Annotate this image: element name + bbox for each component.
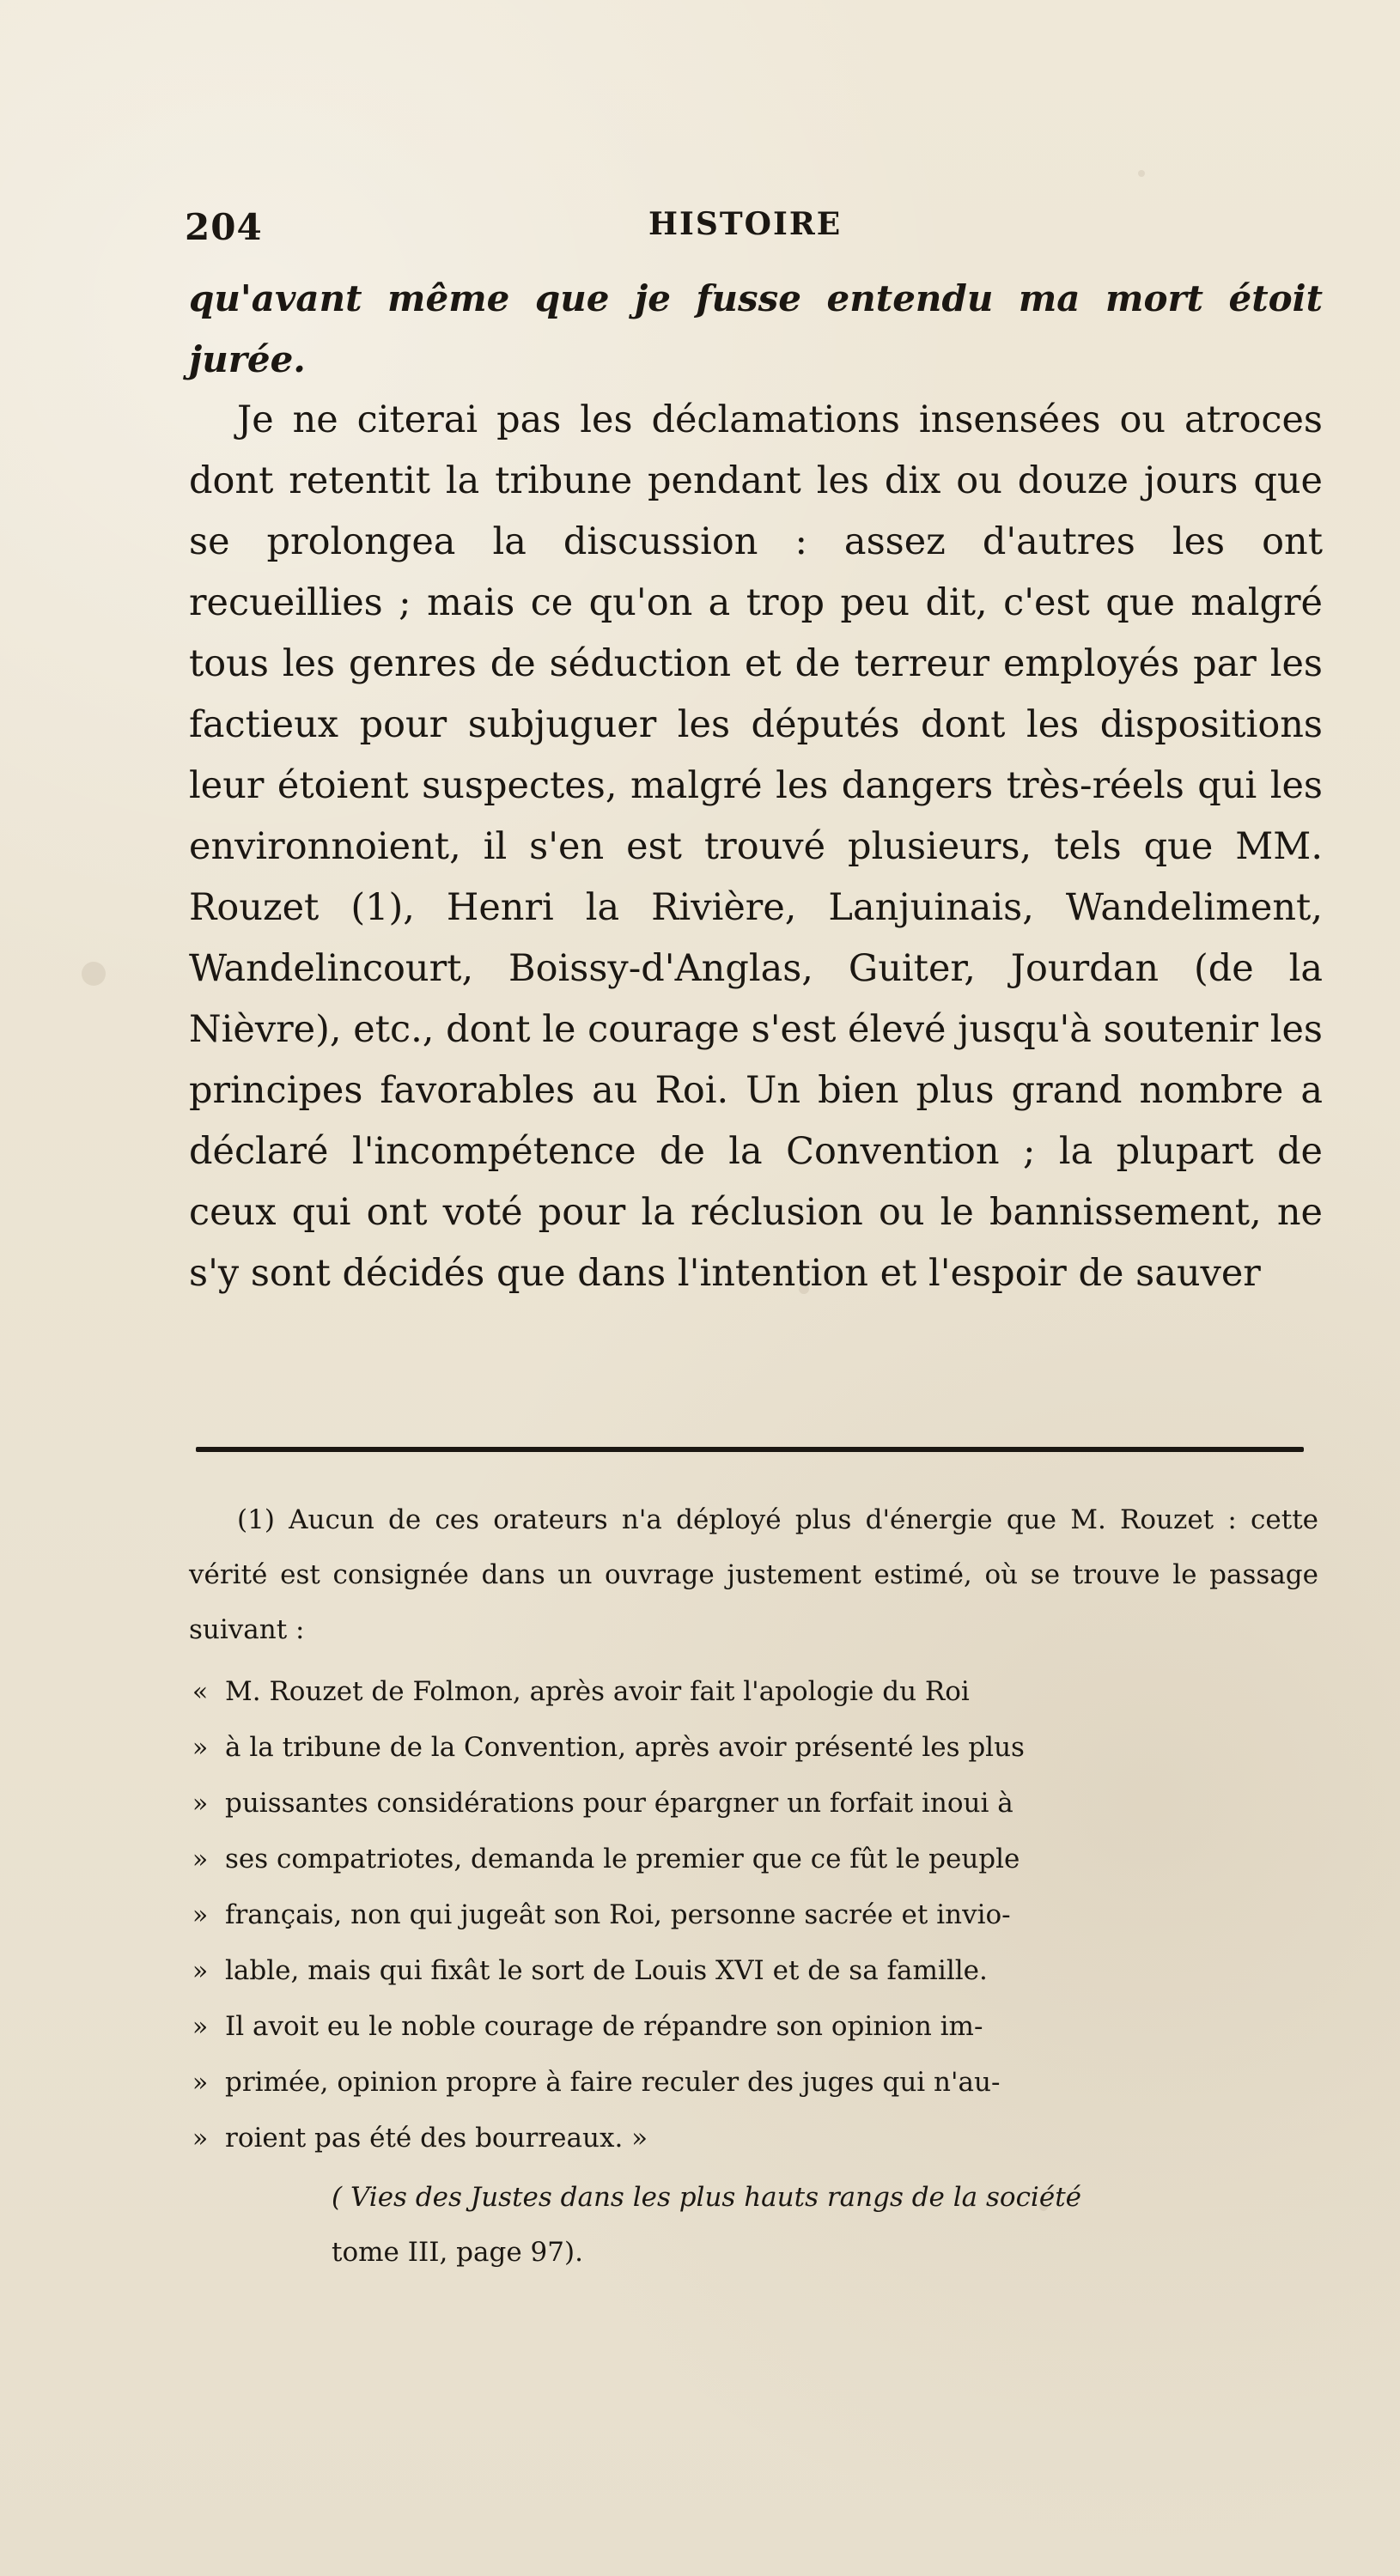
citation-tail: tome III, page 97). [332,2237,583,2268]
quote-text: roient pas été des bourreaux. » [225,2123,648,2154]
quote-text: primée, opinion propre à faire reculer des juges qui n'au- [225,2067,1001,2098]
quote-mark: » [192,2012,209,2042]
quote-line [189,2055,1318,2111]
quote-text: M. Rouzet de Folmon, après avoir fait l'apologie du Roi [225,1676,970,1707]
footnote-quote [189,1664,1318,2166]
quote-line [189,1943,1318,1999]
main-text [189,268,1323,1304]
quote-line [189,1999,1318,2055]
quote-text: ses compatriotes, demanda le premier que ce fût le peuple [225,1844,1020,1874]
paper-spot [1138,170,1145,177]
quote-mark: « [192,1677,209,1707]
quote-text: lable, mais qui fixât le sort de Louis XVI et de sa famille. [225,1955,988,1986]
quote-mark: » [192,2123,209,2154]
citation-title: ( Vies des Justes dans les plus hauts rangs de la société [332,2182,1081,2213]
quote-mark: » [192,1733,209,1763]
quote-line [189,1832,1318,1887]
quote-mark: » [192,1900,209,1930]
footnote-citation [189,2170,1318,2280]
footnote-intro: (1) Aucun de ces orateurs n'a déployé plus d'énergie que M. Rouzet : cette vérité est consignée dans un ouvrage justement estimé, où se trouve le passage suivant : [189,1504,1318,1645]
page-header [185,206,1336,258]
quote-mark: » [192,2068,209,2098]
quote-text: à la tribune de la Convention, après avoir présenté les plus [225,1732,1025,1763]
quote-line [189,1887,1318,1943]
quote-text: puissantes considérations pour épargner un forfait inoui à [225,1788,1013,1819]
footnote [189,1492,1318,2280]
quote-text: Il avoit eu le noble courage de répandre son opinion im- [225,2011,983,2042]
quote-mark: » [192,1956,209,1986]
quote-line [189,2111,1318,2166]
lead-line: qu'avant même que je fusse entendu ma mort étoit jurée. [189,277,1323,380]
quote-text: français, non qui jugeât son Roi, personne sacrée et invio- [225,1899,1011,1930]
page-number: 204 [185,206,263,248]
quote-mark: » [192,1844,209,1874]
quote-line [189,1664,1318,1720]
running-head: HISTOIRE [648,206,843,242]
footnote-divider [196,1447,1304,1452]
quote-mark: » [192,1789,209,1819]
quote-line [189,1720,1318,1776]
main-paragraph: Je ne citerai pas les déclamations insensées ou atroces dont retentit la tribune pendant les dix ou douze jours que se prolongea la discussion : assez d'autres les ont recueillies ; mais ce qu'on a trop peu dit, c'est que malgré tous les genres de séduction et de terreur employés par les factieux pour subjuguer les députés dont les dispositions leur étoient suspectes, malgré les dangers très-réels qui les environnoient, il s'en est trouvé plusieurs, tels que MM. Rouzet (1), Henri la Rivière, Lanjuinais, Wandeliment, Wandelincourt, Boissy-d'Anglas, Guiter, Jourdan (de la Nièvre), etc., dont le courage s'est élevé jusqu'à soutenir les principes favorables au Roi. Un bien plus grand nombre a déclaré l'incompétence de la Convention ; la plupart de ceux qui ont voté pour la réclusion ou le bannissement, ne s'y sont décidés que dans l'intention et l'espoir de sauver [189,398,1323,1295]
quote-line [189,1776,1318,1832]
paper-spot [82,962,106,986]
